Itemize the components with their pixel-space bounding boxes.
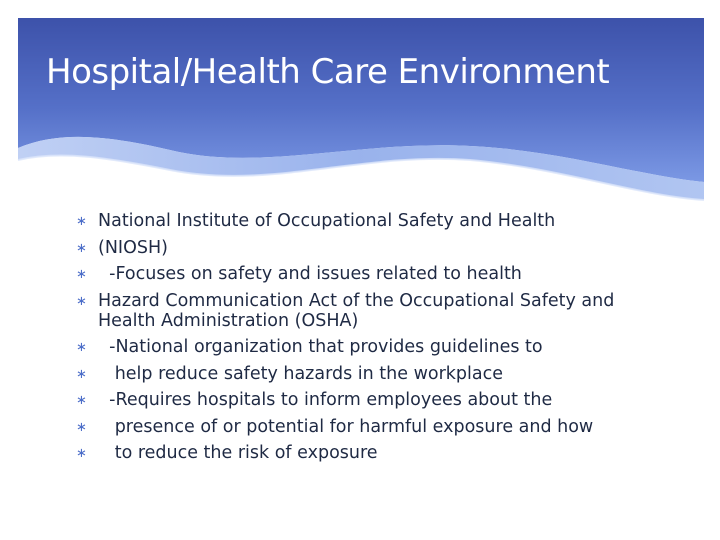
bullet-item [76, 364, 676, 384]
bullet-text: -Requires hospitals to inform employees about the [98, 390, 553, 410]
bullet-list [76, 211, 676, 470]
slide-title: Hospital/Health Care Environment [46, 52, 610, 92]
bullet-item [76, 211, 676, 231]
bullet-text: help reduce safety hazards in the workplace [98, 363, 504, 384]
bullet-item [76, 291, 676, 331]
bullet-text: National Institute of Occupational Safety and Health [98, 211, 556, 231]
bullet-text: -National organization that provides guidelines to [98, 337, 543, 357]
bullet-asterisk-icon: ∗ [76, 240, 87, 256]
bullet-asterisk-icon: ∗ [76, 393, 87, 408]
bullet-asterisk-icon: ∗ [76, 267, 87, 282]
bullet-text: to reduce the risk of exposure [98, 443, 378, 463]
bullet-asterisk-icon: ∗ [76, 446, 87, 461]
bullet-text: (NIOSH) [98, 237, 168, 258]
bullet-item [76, 390, 676, 410]
header-wave-background [0, 0, 720, 210]
bullet-item [76, 264, 676, 284]
bullet-item [76, 238, 676, 258]
bullet-asterisk-icon: ∗ [76, 419, 87, 435]
bullet-text: -Focuses on safety and issues related to health [98, 264, 522, 284]
bullet-text: presence of or potential for harmful exposure and how [98, 416, 594, 437]
bullet-asterisk-icon: ∗ [76, 214, 87, 229]
bullet-asterisk-icon: ∗ [76, 293, 87, 309]
bullet-item [76, 337, 676, 357]
bullet-text: Hazard Communication Act of the Occupational Safety and Health Administration (OSHA) [98, 290, 620, 331]
bullet-item [76, 443, 676, 463]
bullet-asterisk-icon: ∗ [76, 366, 87, 382]
bullet-item [76, 417, 676, 437]
bullet-asterisk-icon: ∗ [76, 340, 87, 355]
